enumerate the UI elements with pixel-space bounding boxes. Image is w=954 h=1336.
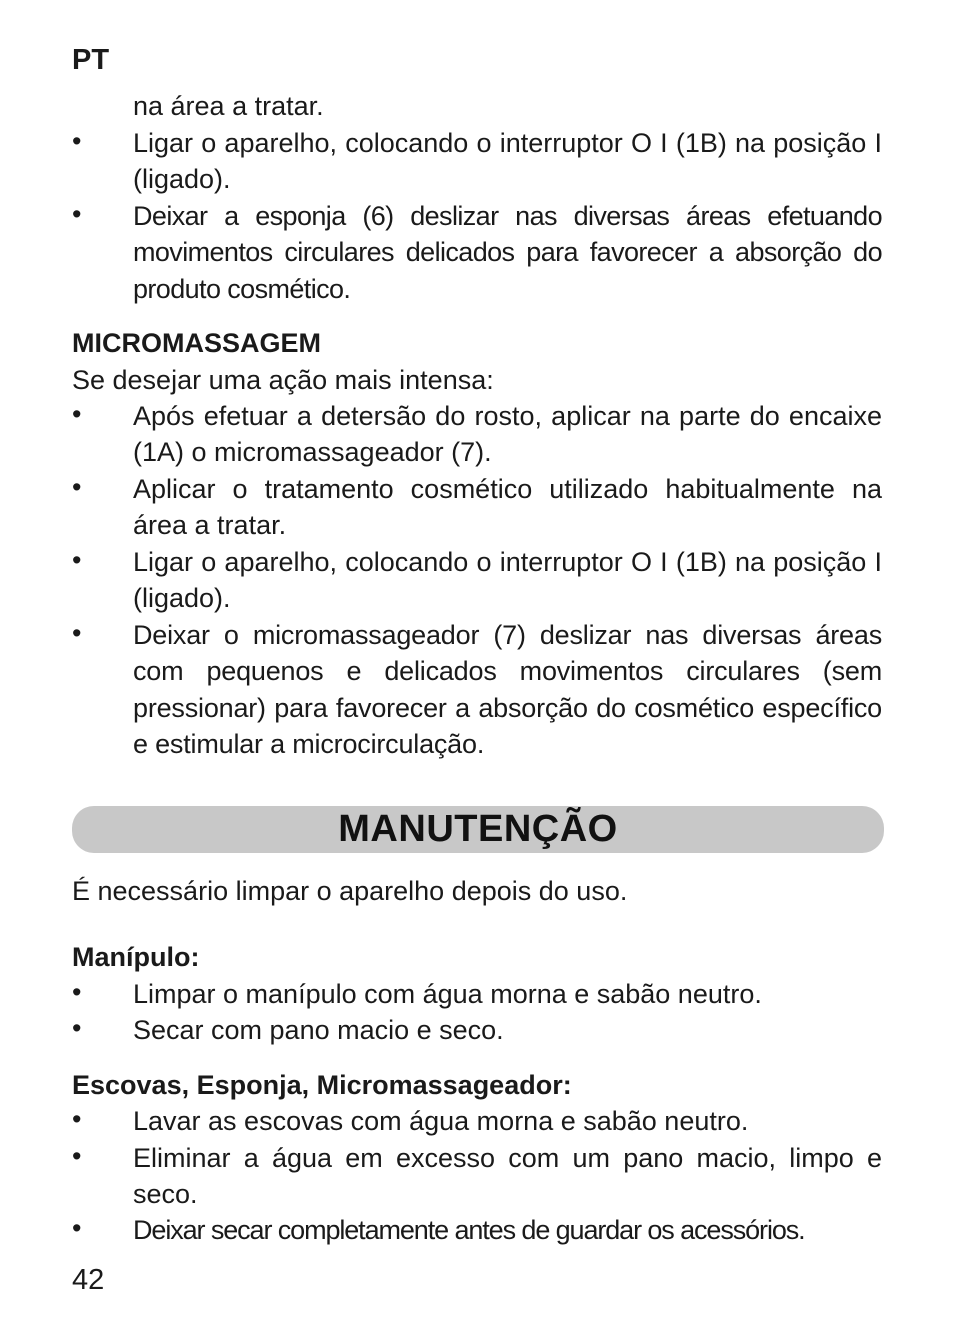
list-item: Deixar o micromassageador (7) deslizar nas diversas áreas com pequenos e delicados movimentos circulares (sem pressionar) para favorecer a absorção do cosmético específico e estimular a microcirculação. xyxy=(133,620,882,760)
section-intro: É necessário limpar o aparelho depois do uso. xyxy=(72,876,628,906)
bullet-icon: • xyxy=(72,977,82,1007)
section-title: MICROMASSAGEM xyxy=(72,328,321,358)
page-number: 42 xyxy=(72,1264,105,1296)
list-item: Aplicar o tratamento cosmético utilizado habitualmente na área a tratar. xyxy=(133,474,882,541)
bullet-icon: • xyxy=(72,618,82,648)
bullet-icon: • xyxy=(72,199,82,229)
bullet-icon: • xyxy=(72,545,82,575)
list-item: Secar com pano macio e seco. xyxy=(133,1015,504,1045)
bullet-icon: • xyxy=(72,1213,82,1243)
bullet-icon: • xyxy=(72,126,82,156)
bullet-icon: • xyxy=(72,472,82,502)
bullet-icon: • xyxy=(72,1141,82,1171)
bullet-icon: • xyxy=(72,399,82,429)
language-code: PT xyxy=(72,44,110,76)
list-item: Deixar secar completamente antes de guardar os acessórios. xyxy=(133,1215,805,1245)
subsection-title: Escovas, Esponja, Micromassageador: xyxy=(72,1070,572,1100)
section-intro: Se desejar uma ação mais intensa: xyxy=(72,365,494,395)
list-item: Eliminar a água em excesso com um pano macio, limpo e seco. xyxy=(133,1143,882,1210)
bullet-icon: • xyxy=(72,1104,82,1134)
list-item: Ligar o aparelho, colocando o interruptor O I (1B) na posição I (ligado). xyxy=(133,128,882,195)
list-item: Após efetuar a detersão do rosto, aplicar na parte do encaixe (1A) o micromassageador (7). xyxy=(133,401,882,468)
list-item: Limpar o manípulo com água morna e sabão neutro. xyxy=(133,979,762,1009)
list-item: Deixar a esponja (6) deslizar nas diversas áreas efetuando movimentos circulares delicados para favorecer a absorção do produto cosmético. xyxy=(133,201,882,304)
bullet-icon: • xyxy=(72,1013,82,1043)
section-banner xyxy=(72,806,884,853)
list-item: Lavar as escovas com água morna e sabão neutro. xyxy=(133,1106,749,1136)
list-item: Ligar o aparelho, colocando o interruptor O I (1B) na posição I (ligado). xyxy=(133,547,882,614)
banner-title: MANUTENÇÃO xyxy=(338,808,618,850)
subsection-title: Manípulo: xyxy=(72,942,200,972)
continuation-line: na área a tratar. xyxy=(133,91,324,121)
